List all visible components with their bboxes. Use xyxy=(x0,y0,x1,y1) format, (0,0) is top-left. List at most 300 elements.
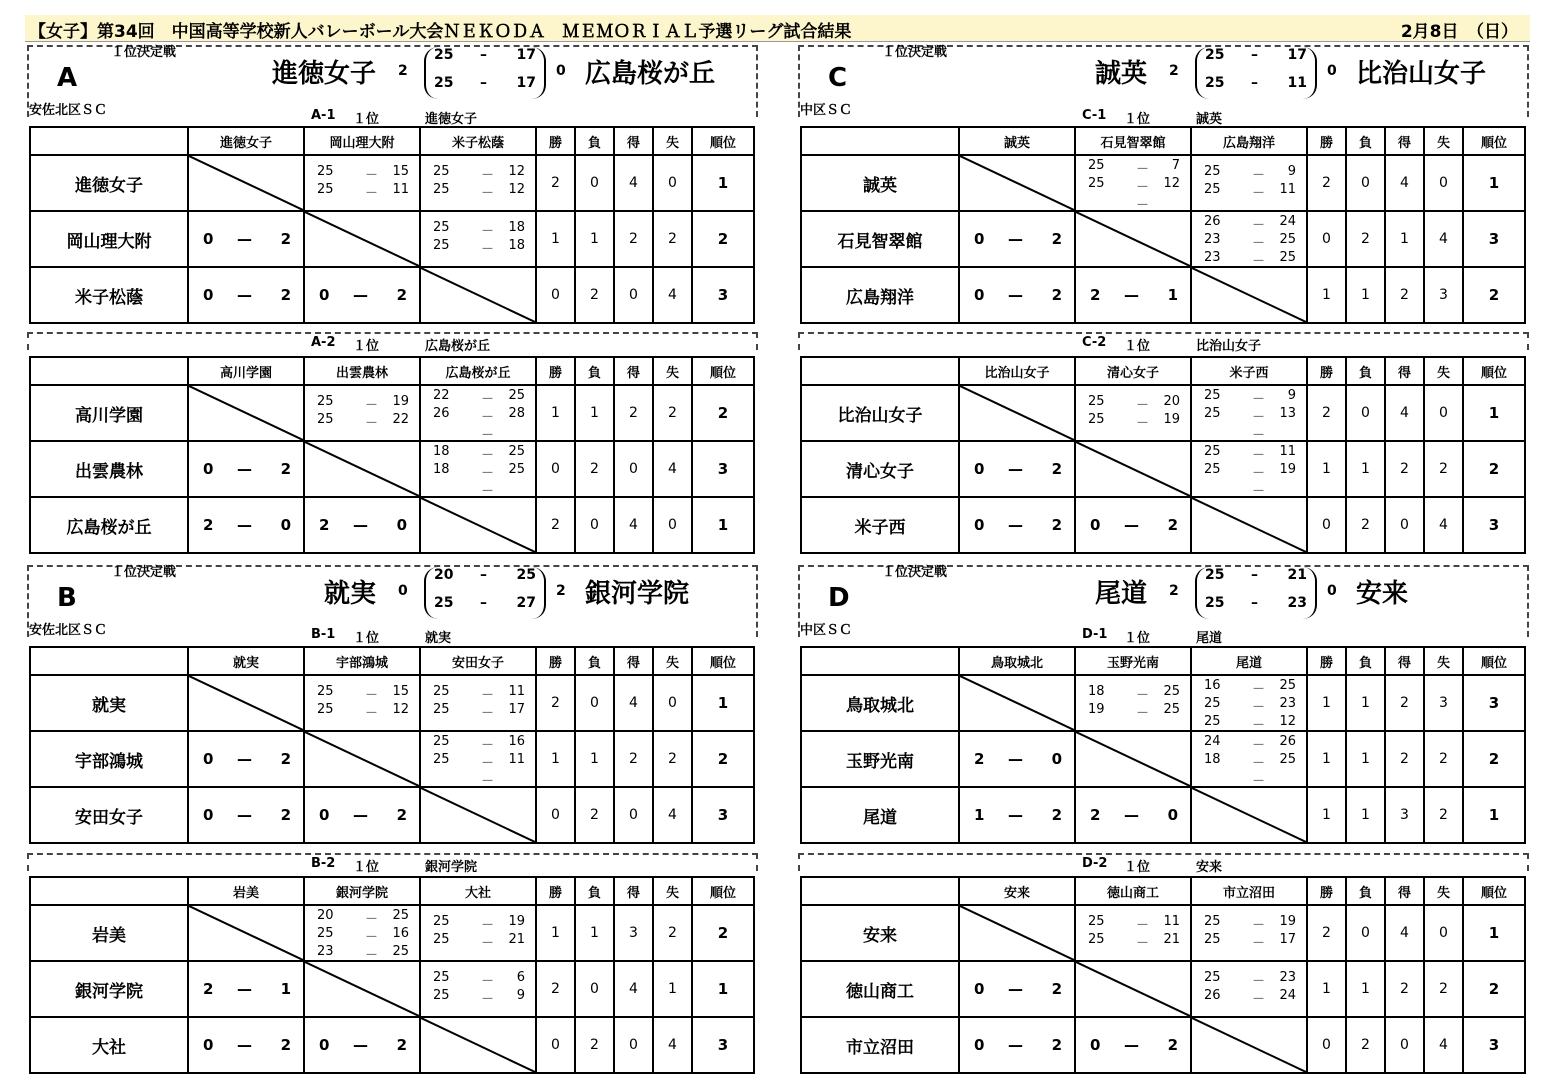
result-dash: — xyxy=(237,286,252,304)
set-points-right: 25 xyxy=(508,444,525,459)
stat-cell: 4 xyxy=(1385,155,1424,211)
set-scores xyxy=(1192,442,1306,499)
match-result xyxy=(189,1018,303,1072)
set-points-right: 26 xyxy=(1279,734,1296,749)
set-points-right: 18 xyxy=(508,238,525,253)
match-result xyxy=(189,268,303,322)
set-line xyxy=(433,220,525,238)
set-points-left: 25 xyxy=(1205,567,1225,583)
section-letter: C xyxy=(828,63,848,93)
set-dash: – xyxy=(1251,595,1258,611)
result-won: 0 xyxy=(974,516,985,534)
set-dash: － xyxy=(365,912,379,927)
set-points-right: 12 xyxy=(508,182,525,197)
result-dash: — xyxy=(1124,806,1139,824)
set-points-right: 17 xyxy=(516,47,536,63)
header-team: 清心女子 xyxy=(1075,357,1191,385)
result-lost: 2 xyxy=(1051,806,1062,824)
set-dash: － xyxy=(1136,198,1150,213)
result-dash: — xyxy=(1008,516,1023,534)
header-stat: 勝 xyxy=(536,647,575,675)
set-points-left: 25 xyxy=(317,164,334,179)
set-dash: － xyxy=(365,688,379,703)
header-stat: 失 xyxy=(653,357,692,385)
set-scores xyxy=(421,682,535,736)
stat-cell: 0 xyxy=(1424,155,1463,211)
set-scores xyxy=(305,906,419,963)
set-line xyxy=(433,970,525,988)
table-row xyxy=(801,385,1525,441)
diagonal-cell xyxy=(420,787,536,843)
set-dash: － xyxy=(481,738,495,753)
final-match-a xyxy=(27,45,758,117)
set-points-left: 25 xyxy=(1088,914,1105,929)
set-points-left: 23 xyxy=(1204,250,1221,265)
set-dash: － xyxy=(481,774,495,789)
result-dash: — xyxy=(353,1036,368,1054)
set-points-right: 19 xyxy=(392,394,409,409)
result-dash: — xyxy=(1008,230,1023,248)
set-points-right: 16 xyxy=(508,734,525,749)
result-won: 0 xyxy=(319,286,330,304)
set-scores xyxy=(421,386,535,443)
result-won: 0 xyxy=(974,286,985,304)
group-code: B-2 xyxy=(311,856,336,871)
stat-cell: 2 xyxy=(1346,497,1385,553)
match-cell xyxy=(304,497,420,553)
stat-cell: 0 xyxy=(614,787,653,843)
set-points-left: 25 xyxy=(433,702,450,717)
set-points-left: 25 xyxy=(317,412,334,427)
set-points-left: 16 xyxy=(1204,678,1221,693)
set-line xyxy=(317,164,409,182)
set-dash: – xyxy=(480,567,487,583)
final-team-left: 就実 xyxy=(323,579,376,609)
result-dash: — xyxy=(237,460,252,478)
set-points-right: 15 xyxy=(392,164,409,179)
stat-cell: 4 xyxy=(653,267,692,323)
result-won: 0 xyxy=(203,286,214,304)
set-points-left: 25 xyxy=(1205,595,1225,611)
result-lost: 0 xyxy=(396,516,407,534)
set-line xyxy=(1204,932,1296,950)
diagonal-cell xyxy=(420,1017,536,1073)
set-line xyxy=(317,182,409,200)
set-dash: － xyxy=(1252,974,1266,989)
result-dash: — xyxy=(237,750,252,768)
set-line xyxy=(1088,412,1180,430)
match-cell xyxy=(304,675,420,731)
result-lost: 2 xyxy=(396,286,407,304)
match-cell xyxy=(1191,211,1307,267)
set-scores xyxy=(1192,212,1306,269)
set-dash: － xyxy=(481,756,495,771)
diagonal-slash xyxy=(421,498,535,552)
set-line xyxy=(433,238,525,256)
header-team: 尾道 xyxy=(1191,647,1307,675)
set-points-right: 25 xyxy=(508,462,525,477)
set-points-right: 15 xyxy=(392,684,409,699)
stat-cell: 0 xyxy=(575,155,614,211)
group-code: C-2 xyxy=(1082,335,1107,350)
set-line xyxy=(1088,176,1180,194)
stat-cell: 2 xyxy=(653,211,692,267)
set-points-left: 25 xyxy=(1205,75,1225,91)
set-line xyxy=(317,944,409,962)
empty-set-line xyxy=(433,480,525,498)
result-won: 2 xyxy=(203,516,214,534)
final-team-right: 比治山女子 xyxy=(1356,59,1487,89)
stat-cell: 4 xyxy=(653,441,692,497)
result-lost: 2 xyxy=(396,1036,407,1054)
match-result xyxy=(189,788,303,842)
set-dash: – xyxy=(480,595,487,611)
result-won: 0 xyxy=(203,230,214,248)
rank-cell: 2 xyxy=(1463,267,1525,323)
result-lost: 2 xyxy=(1167,516,1178,534)
set-points-left: 25 xyxy=(433,970,450,985)
header-blank xyxy=(30,127,188,155)
final-score-right: 2 xyxy=(556,583,566,599)
result-won: 2 xyxy=(974,750,985,768)
set-dash: － xyxy=(1252,186,1266,201)
set-points-right: 25 xyxy=(392,908,409,923)
result-lost: 0 xyxy=(280,516,291,534)
set-points-left: 18 xyxy=(1088,684,1105,699)
group-rank-label: １位 xyxy=(1124,860,1151,875)
set-points-right: 28 xyxy=(508,406,525,421)
set-points-right: 19 xyxy=(508,914,525,929)
header-team: 安来 xyxy=(959,877,1075,905)
set-scores-bracket xyxy=(1195,567,1317,619)
group-rank-label: １位 xyxy=(1124,339,1151,354)
result-dash: — xyxy=(1008,750,1023,768)
rank-cell: 2 xyxy=(692,731,754,787)
header-stat: 負 xyxy=(575,647,614,675)
rank-cell: 1 xyxy=(1463,155,1525,211)
rank-cell: 1 xyxy=(1463,905,1525,961)
result-dash: — xyxy=(237,230,252,248)
header-team: 玉野光南 xyxy=(1075,647,1191,675)
header-blank xyxy=(30,357,188,385)
match-result xyxy=(960,498,1074,552)
set-points-left: 25 xyxy=(433,932,450,947)
stat-cell: 2 xyxy=(1424,961,1463,1017)
set-points-right: 22 xyxy=(392,412,409,427)
header-team: 石見智翠館 xyxy=(1075,127,1191,155)
stat-cell: 1 xyxy=(1307,731,1346,787)
header-team: 安田女子 xyxy=(420,647,536,675)
result-lost: 0 xyxy=(1051,750,1062,768)
set-dash: － xyxy=(1252,254,1266,269)
match-result xyxy=(305,1018,419,1072)
set-line xyxy=(433,444,525,462)
result-won: 0 xyxy=(203,1036,214,1054)
stat-cell: 2 xyxy=(536,961,575,1017)
stat-cell: 1 xyxy=(575,905,614,961)
match-result xyxy=(189,962,303,1016)
row-team-name: 広島桜が丘 xyxy=(30,497,188,553)
set-dash: － xyxy=(1136,936,1150,951)
row-team-name: 鳥取城北 xyxy=(801,675,959,731)
diagonal-cell xyxy=(188,905,304,961)
section-letter: A xyxy=(57,63,78,93)
group-code: C-1 xyxy=(1082,108,1107,123)
set-points-left: 24 xyxy=(1204,734,1221,749)
rank-cell: 2 xyxy=(692,385,754,441)
result-won: 2 xyxy=(203,980,214,998)
match-result xyxy=(189,442,303,496)
set-points-right: 19 xyxy=(1163,412,1180,427)
table-row xyxy=(30,267,754,323)
diagonal-slash xyxy=(1076,212,1190,266)
set-points-left: 25 xyxy=(433,238,450,253)
set-scores xyxy=(421,442,535,499)
set-dash: － xyxy=(1252,428,1266,443)
set-dash: － xyxy=(481,974,495,989)
diagonal-slash xyxy=(421,1018,535,1072)
rank-cell: 1 xyxy=(692,961,754,1017)
result-dash: — xyxy=(353,286,368,304)
row-team-name: 玉野光南 xyxy=(801,731,959,787)
set-dash: － xyxy=(365,168,379,183)
header-team: 徳山商工 xyxy=(1075,877,1191,905)
stat-cell: 4 xyxy=(653,787,692,843)
set-dash: － xyxy=(1252,700,1266,715)
set-scores xyxy=(421,732,535,789)
stat-cell: 0 xyxy=(653,675,692,731)
stat-cell: 2 xyxy=(653,731,692,787)
diagonal-cell xyxy=(304,211,420,267)
set-dash: － xyxy=(1252,718,1266,733)
stat-cell: 4 xyxy=(1385,905,1424,961)
group-code: D-2 xyxy=(1082,856,1108,871)
stat-cell: 4 xyxy=(653,1017,692,1073)
set-scores xyxy=(421,218,535,272)
match-cell xyxy=(1191,385,1307,441)
match-result xyxy=(305,498,419,552)
group-code: D-1 xyxy=(1082,627,1108,642)
result-dash: — xyxy=(1008,460,1023,478)
set-points-left: 18 xyxy=(1204,752,1221,767)
match-cell xyxy=(1191,675,1307,731)
header-stat: 負 xyxy=(575,127,614,155)
diagonal-slash xyxy=(1192,498,1306,552)
stat-cell: 2 xyxy=(575,1017,614,1073)
header-stat: 得 xyxy=(614,127,653,155)
set-dash: – xyxy=(1251,75,1258,91)
stat-cell: 0 xyxy=(536,441,575,497)
header-team: 鳥取城北 xyxy=(959,647,1075,675)
final-score-left: 2 xyxy=(1169,583,1179,599)
set-dash: － xyxy=(481,224,495,239)
rank-cell: 2 xyxy=(692,905,754,961)
empty-set-line xyxy=(1204,770,1296,788)
set-line xyxy=(1204,444,1296,462)
diagonal-slash xyxy=(960,386,1074,440)
match-cell xyxy=(959,731,1075,787)
league-table-b2 xyxy=(29,876,755,1074)
page-date: 2月8日 （日） xyxy=(1400,22,1518,42)
result-won: 0 xyxy=(319,806,330,824)
match-cell xyxy=(304,267,420,323)
set-points-left: 22 xyxy=(433,388,450,403)
match-result xyxy=(960,442,1074,496)
diagonal-slash xyxy=(1192,788,1306,842)
stat-cell: 4 xyxy=(614,961,653,1017)
diagonal-slash xyxy=(1076,962,1190,1016)
set-points-right: 11 xyxy=(508,684,525,699)
set-dash: － xyxy=(481,428,495,443)
match-result xyxy=(960,1018,1074,1072)
group-header-c1 xyxy=(798,108,1529,126)
page-title: 【女子】第34回 中国高等学校新人バレーボール大会ＮＥＫＯＤＡ ＭＥＭＯＲＩＡＬ予選リーグ試合結果 xyxy=(29,22,852,42)
diagonal-slash xyxy=(305,442,419,496)
header-stat: 順位 xyxy=(692,647,754,675)
rank-cell: 3 xyxy=(692,1017,754,1073)
match-cell xyxy=(304,1017,420,1073)
set-points-left: 25 xyxy=(317,684,334,699)
venue-label: 中区ＳＣ xyxy=(800,103,853,118)
empty-set-line xyxy=(433,424,525,442)
table-row xyxy=(801,787,1525,843)
set-points-right: 9 xyxy=(516,988,525,1003)
set-points-left: 25 xyxy=(1204,970,1221,985)
set-dash: － xyxy=(481,448,495,463)
set-line xyxy=(1088,394,1180,412)
set-points-right: 7 xyxy=(1171,158,1180,173)
set-dash: － xyxy=(1252,774,1266,789)
table-header-row xyxy=(30,127,754,155)
match-cell xyxy=(188,441,304,497)
result-lost: 2 xyxy=(1051,980,1062,998)
header-blank xyxy=(801,877,959,905)
set-points-right: 25 xyxy=(392,944,409,959)
set-points-right: 23 xyxy=(1287,595,1307,611)
table-row xyxy=(30,211,754,267)
header-blank xyxy=(30,877,188,905)
match-cell xyxy=(188,267,304,323)
stat-cell: 0 xyxy=(614,441,653,497)
set-points-left: 25 xyxy=(1204,182,1221,197)
set-line xyxy=(1204,406,1296,424)
set-points-right: 24 xyxy=(1279,214,1296,229)
result-dash: — xyxy=(237,806,252,824)
set-points-left: 25 xyxy=(433,684,450,699)
set-line xyxy=(1204,250,1296,268)
match-cell xyxy=(420,441,536,497)
result-won: 0 xyxy=(203,806,214,824)
stat-cell: 1 xyxy=(1346,787,1385,843)
diagonal-slash xyxy=(960,906,1074,960)
table-row xyxy=(30,441,754,497)
result-won: 0 xyxy=(203,750,214,768)
diagonal-cell xyxy=(1075,731,1191,787)
set-line xyxy=(1204,696,1296,714)
stat-cell: 4 xyxy=(1424,1017,1463,1073)
result-lost: 0 xyxy=(1167,806,1178,824)
group-rank-label: １位 xyxy=(1124,631,1151,646)
venue-label: 中区ＳＣ xyxy=(800,623,853,638)
header-stat: 失 xyxy=(1424,127,1463,155)
row-team-name: 安田女子 xyxy=(30,787,188,843)
result-dash: — xyxy=(237,980,252,998)
table-header-row xyxy=(801,127,1525,155)
rank-cell: 3 xyxy=(1463,1017,1525,1073)
set-points-right: 23 xyxy=(1279,970,1296,985)
match-cell xyxy=(420,961,536,1017)
stat-cell: 1 xyxy=(1346,267,1385,323)
stat-cell: 2 xyxy=(1424,441,1463,497)
result-lost: 2 xyxy=(1051,230,1062,248)
header-blank xyxy=(801,127,959,155)
table-row xyxy=(801,905,1525,961)
match-cell xyxy=(420,385,536,441)
result-dash: — xyxy=(1008,980,1023,998)
diagonal-cell xyxy=(1075,961,1191,1017)
match-cell xyxy=(1191,441,1307,497)
table-header-row xyxy=(30,647,754,675)
header-blank xyxy=(30,647,188,675)
set-points-left: 18 xyxy=(433,462,450,477)
set-dash: – xyxy=(1251,567,1258,583)
header-stat: 失 xyxy=(1424,877,1463,905)
result-lost: 2 xyxy=(1051,286,1062,304)
set-points-left: 25 xyxy=(1204,388,1221,403)
set-scores xyxy=(305,682,419,736)
stat-cell: 1 xyxy=(575,211,614,267)
match-result xyxy=(189,212,303,266)
table-header-row xyxy=(801,877,1525,905)
set-points-left: 25 xyxy=(1204,164,1221,179)
rank-cell: 1 xyxy=(692,155,754,211)
result-lost: 2 xyxy=(280,230,291,248)
set-points-right: 20 xyxy=(1163,394,1180,409)
header-stat: 勝 xyxy=(536,877,575,905)
stat-cell: 1 xyxy=(1307,441,1346,497)
stat-cell: 0 xyxy=(1424,905,1463,961)
stat-cell: 1 xyxy=(1346,441,1385,497)
set-points-right: 25 xyxy=(1279,232,1296,247)
league-table-c1 xyxy=(800,126,1526,324)
set-points-left: 25 xyxy=(434,595,454,611)
set-dash: － xyxy=(481,992,495,1007)
final-score-right: 0 xyxy=(1327,583,1337,599)
stat-cell: 1 xyxy=(536,211,575,267)
set-scores-bracket xyxy=(424,47,546,99)
diagonal-cell xyxy=(959,675,1075,731)
set-points-right: 21 xyxy=(1287,567,1307,583)
set-points-right: 12 xyxy=(392,702,409,717)
empty-set-line xyxy=(1204,480,1296,498)
header-team: 誠英 xyxy=(959,127,1075,155)
set-points-right: 21 xyxy=(508,932,525,947)
set-dash: － xyxy=(1252,410,1266,425)
header-stat: 負 xyxy=(1346,357,1385,385)
set-points-right: 25 xyxy=(516,567,536,583)
set-points-left: 25 xyxy=(433,182,450,197)
set-points-right: 18 xyxy=(508,220,525,235)
row-team-name: 尾道 xyxy=(801,787,959,843)
header-stat: 順位 xyxy=(692,127,754,155)
stat-cell: 2 xyxy=(1385,731,1424,787)
match-cell xyxy=(959,211,1075,267)
league-table-c2 xyxy=(800,356,1526,554)
set-points-right: 24 xyxy=(1279,988,1296,1003)
set-points-right: 9 xyxy=(1287,164,1296,179)
set-dash: – xyxy=(480,47,487,63)
result-won: 0 xyxy=(974,460,985,478)
